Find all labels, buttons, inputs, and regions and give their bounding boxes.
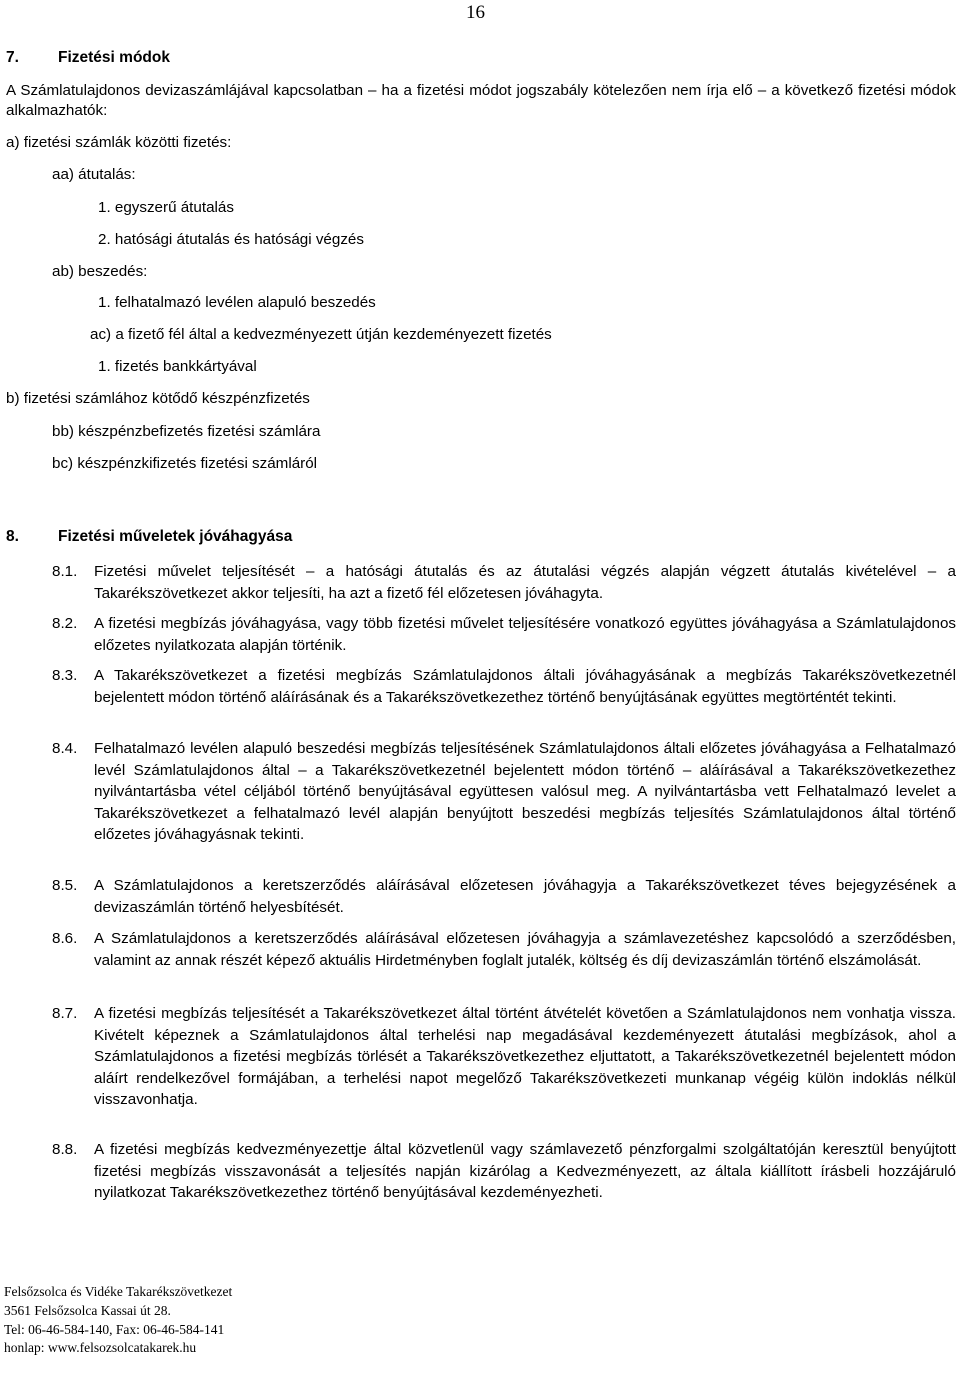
- section-7-title: Fizetési módok: [58, 49, 170, 66]
- paragraph-8-1: [52, 561, 956, 604]
- list-item: ab) beszedés:: [52, 263, 148, 280]
- footer-company-name: Felsőzsolca és Vidéke Takarékszövetkezet: [4, 1284, 233, 1299]
- list-item: 1. felhatalmazó levélen alapuló beszedés: [98, 294, 376, 311]
- footer-phone: Tel: 06-46-584-140, Fax: 06-46-584-141: [4, 1321, 225, 1337]
- paragraph-text: A fizetési megbízás jóváhagyása, vagy több fizetési művelet teljesítésére vonatkozó együttes jóváhagyása a Számlatulajdonos előzetes nyilatkozata alapján történik.: [94, 615, 956, 654]
- paragraph-number: 8.1.: [52, 563, 78, 580]
- list-item: 2. hatósági átutalás és hatósági végzés: [98, 231, 364, 248]
- paragraph-8-8: [52, 1139, 956, 1204]
- section-8-title: Fizetési műveletek jóváhagyása: [58, 528, 293, 545]
- paragraph-number: 8.6.: [52, 930, 78, 947]
- paragraph-text: A Számlatulajdonos a keretszerződés aláírásával előzetesen jóváhagyja a Takarékszövetkezet téves bejegyzésének a devizaszámlán történő helyesbítését.: [94, 877, 956, 916]
- footer-website: honlap: www.felsozsolcatakarek.hu: [4, 1340, 197, 1356]
- paragraph-8-6: [52, 928, 956, 971]
- paragraph-number: 8.8.: [52, 1141, 78, 1158]
- section-8-number: 8.: [6, 528, 19, 545]
- footer-address: 3561 Felsőzsolca Kassai út 28.: [4, 1302, 171, 1318]
- paragraph-8-2: [52, 613, 956, 656]
- section-7-intro: A Számlatulajdonos devizaszámlájával kapcsolatban – ha a fizetési módot jogszabály kötelezően nem írja elő – a következő fizetési módok alkalmazhatók:: [6, 82, 956, 119]
- paragraph-text: A fizetési megbízás teljesítését a Takarékszövetkezet által történt átvételét követően a Számlatulajdonos nem vonhatja vissza. Kivételt képeznek a Számlatulajdonos által terhelési nap megadásával kezdeményezett átutalási megbízások, ahol a Számlatulajdonos a fizetési megbízás törlését a Takarékszövetkezethez eljuttatott, a Takarékszövetkezetnél bejelentett módon aláírt rendelkezővel formájában, a terhelési napot megelőző Takarékszövetkezeti munkanap végéig külön indoklás nélkül visszavonhatja.: [94, 1005, 956, 1108]
- paragraph-8-7: [52, 1003, 956, 1111]
- list-item: b) fizetési számlához kötődő készpénzfizetés: [6, 390, 310, 407]
- paragraph-text: A Takarékszövetkezet a fizetési megbízás Számlatulajdonos általi jóváhagyásának a megbízás Takarékszövetkezetnél bejelentett módon történő aláírásának és a Takarékszövetkezethez történő benyújtásának együttes megtörténtét tekinti.: [94, 667, 956, 706]
- paragraph-number: 8.3.: [52, 667, 78, 684]
- list-item: ac) a fizető fél által a kedvezményezett útján kezdeményezett fizetés: [90, 326, 552, 343]
- paragraph-text: A Számlatulajdonos a keretszerződés aláírásával előzetesen jóváhagyja a számlavezetéshez kapcsolódó a szerződésben, valamint az annak részét képező aktuális Hirdetményben foglalt jutalék, költség és díj devizaszámlán történő elszámolását.: [94, 930, 956, 969]
- paragraph-text: A fizetési megbízás kedvezményezettje által közvetlenül vagy számlavezető pénzforgalmi szolgáltatóján keresztül benyújtott fizetési megbízás visszavonását a teljesítés napján kizárólag a Kedvezményezett, az általa kiállított írásbeli hozzájáruló nyilatkozat Takarékszövetkezethez történő benyújtásával kezdeményezheti.: [94, 1141, 956, 1201]
- section-7-heading: [6, 49, 170, 67]
- paragraph-text: Felhatalmazó levélen alapuló beszedési megbízás teljesítésének Számlatulajdonos általi előzetes jóváhagyása a Felhatalmazó levél Számlatulajdonos által – a Takarékszövetkezetnél bejelentett módon történő – aláírásával a Takarékszövetkezethez nyilvántartásba vétel céljából történő benyújtásával együttesen valósul meg. A nyilvántartásba vett Felhatalmazó levelet a Takarékszövetkezet a felhatalmazó levél alapján benyújtott beszedési megbízás teljesítés Számlatulajdonos által történő előzetes jóváhagyásnak tekinti.: [94, 740, 956, 843]
- paragraph-number: 8.2.: [52, 615, 78, 632]
- paragraph-number: 8.7.: [52, 1005, 78, 1022]
- list-item: 1. fizetés bankkártyával: [98, 358, 257, 375]
- list-item: aa) átutalás:: [52, 166, 136, 183]
- page-number: 16: [466, 2, 485, 23]
- paragraph-8-4: [52, 738, 956, 846]
- paragraph-number: 8.4.: [52, 740, 78, 757]
- list-item: bc) készpénzkifizetés fizetési számláról: [52, 455, 318, 472]
- section-7-number: 7.: [6, 49, 19, 66]
- list-item: a) fizetési számlák közötti fizetés:: [6, 134, 232, 151]
- paragraph-text: Fizetési művelet teljesítését – a hatósági átutalás és az átutalási végzés alapján végzett átutalás kivételével – a Takarékszövetkezet akkor teljesíti, ha azt a fizető fél előzetesen jóváhagyta.: [94, 563, 956, 602]
- paragraph-number: 8.5.: [52, 877, 78, 894]
- footer: [4, 1283, 232, 1358]
- list-item: 1. egyszerű átutalás: [98, 199, 234, 216]
- paragraph-8-5: [52, 875, 956, 918]
- list-item: bb) készpénzbefizetés fizetési számlára: [52, 423, 321, 440]
- paragraph-8-3: [52, 665, 956, 708]
- section-8-heading: [6, 528, 292, 546]
